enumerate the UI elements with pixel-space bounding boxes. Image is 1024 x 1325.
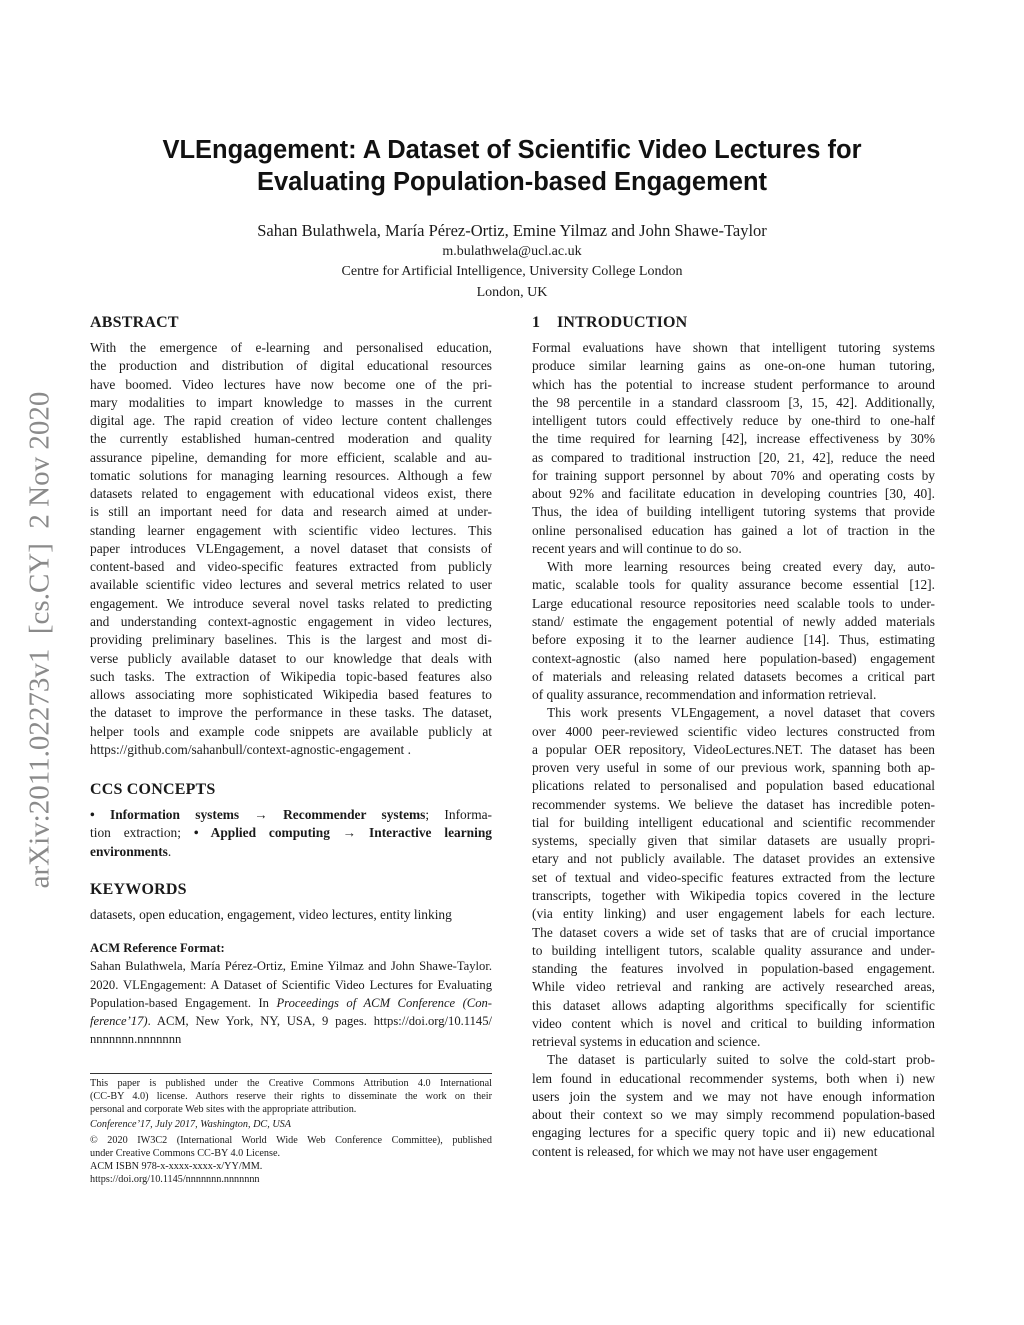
text-line: content-based and video-specific features extracted from publicly xyxy=(90,559,492,575)
ccs-heading: CCS CONCEPTS xyxy=(90,781,216,798)
text-line: tial for building intelligent educational and scientific recommender xyxy=(532,814,935,830)
footnote-line: under Creative Commons CC-BY 4.0 License. xyxy=(90,1147,281,1159)
text-line: to building intelligent tutors, scalable quality assurance and under- xyxy=(532,942,935,958)
text-line: of materials and releasing related datasets becomes a critical part xyxy=(532,668,935,684)
text-line: The dataset is particularly suited to solve the cold-start prob- xyxy=(547,1052,935,1068)
text-line: context-agnostic (also named here population-based) engagement xyxy=(532,650,935,666)
text-line: the time required for learning [42], increase effectiveness by 30% xyxy=(532,431,935,447)
location: London, UK xyxy=(476,285,548,300)
text-line: have boomed. Video lectures have now become one of the pri- xyxy=(90,376,492,392)
text-line: which has the potential to increase student performance to around xyxy=(532,376,935,392)
affiliation: Centre for Artificial Intelligence, University College London xyxy=(341,264,683,279)
title-line: VLEngagement: A Dataset of Scientific Video Lectures for xyxy=(162,136,862,164)
paragraph xyxy=(532,1051,935,1161)
ccs-concept: • Applied computing → Interactive learning xyxy=(193,825,492,841)
reference-text: Population-based Engagement. In xyxy=(90,995,277,1010)
introduction-heading: 1 INTRODUCTION xyxy=(532,314,688,331)
text-line: paper introduces VLEngagement, a novel dataset that consists of xyxy=(90,540,492,556)
reference-heading: ACM Reference Format: xyxy=(90,941,225,955)
text-line: allows associating more sophisticated Wikipedia based features to xyxy=(90,687,492,703)
footnote-line: personal and corporate Web sites with the appropriate attribution. xyxy=(90,1104,357,1116)
paragraph xyxy=(532,339,935,558)
text-line: and understanding context-agnostic engagement in video lectures, xyxy=(90,613,492,629)
text-line: before exposing it to the learner audience [14]. Thus, estimating xyxy=(532,632,935,648)
text-line: plications related to personalised and population based educational xyxy=(532,778,935,794)
text-line: produce similar learning gains as one-on-one human tutoring, xyxy=(532,358,935,374)
text-line: recommender systems. We believe the dataset has incredible poten- xyxy=(532,796,935,812)
text-line: (via entity linking) and user engagement labels for each lecture. xyxy=(532,906,935,922)
text-line: systems, specially given that similar datasets are usually propri- xyxy=(532,833,935,849)
text-line: digital age. The rapid creation of video lecture content challenges xyxy=(90,413,492,429)
conference-info: Conference’17, July 2017, Washington, DC, USA xyxy=(90,1118,291,1130)
text-line: etary and not publicly available. The dataset provides an extensive xyxy=(532,851,935,867)
text-line: recent years and will continue to do so. xyxy=(532,540,742,556)
title-line: Evaluating Population-based Engagement xyxy=(256,168,768,196)
text-line: matic, scalable tools for quality assurance become essential [12]. xyxy=(532,577,935,593)
text-line: about 92% and facilitate education in developing countries [30, 40]. xyxy=(532,486,935,502)
keywords: datasets, open education, engagement, video lectures, entity linking xyxy=(90,907,452,922)
ccs-concept: environments xyxy=(90,843,168,859)
text-line: mary modalities to impart knowledge to masses in the current xyxy=(90,394,492,410)
text-line: retrieval systems in education and science. xyxy=(532,1034,761,1050)
text-line: for training support personnel by about 70% and operating costs by xyxy=(532,467,935,483)
text-line: standing learner engagement with scientific video lectures. This xyxy=(90,522,492,538)
author-email[interactable]: m.bulathwela@ucl.ac.uk xyxy=(442,244,582,259)
text-line: this dataset allows adapting algorithms specifically for scientific xyxy=(532,997,935,1013)
text-line: available scientific video lectures and several metrics related to user xyxy=(90,577,492,593)
text-line: While video retrieval and ranking are actively researched areas, xyxy=(532,979,935,995)
text-line: users join the system and we may not have enough information xyxy=(532,1088,935,1104)
ccs-text: tion extraction; xyxy=(90,825,194,841)
text-line: of quality assurance, recommendation and information retrieval. xyxy=(532,687,877,703)
text-line: such tasks. The extraction of Wikipedia topic-based features also xyxy=(90,668,492,684)
doi-link[interactable]: https://doi.org/10.1145/nnnnnnn.nnnnnnn xyxy=(90,1174,260,1186)
footnote-line: This paper is published under the Creative Commons Attribution 4.0 International xyxy=(90,1078,492,1089)
text-line: the dataset to improve the performance in these tasks. The dataset, xyxy=(90,705,492,721)
text-line: as compared to traditional instruction [20, 21, 42], reduce the need xyxy=(532,449,935,465)
text-line: intelligent tutors could effectively reduce by one-third to one-half xyxy=(532,413,935,429)
ccs-text: ; Informa- xyxy=(425,807,493,822)
arxiv-identifier-stamp: arXiv:2011.02273v1 [cs.CY] 2 Nov 2020 xyxy=(23,391,56,889)
text-line: With the emergence of e-learning and personalised education, xyxy=(90,340,492,355)
ccs-text: . xyxy=(167,843,172,859)
ccs-concept: • Information systems → Recommender systems xyxy=(90,807,426,822)
text-line: is still an important need for data and research aimed at under- xyxy=(90,504,492,520)
text-line: transcripts, together with Wikipedia topics covered in the lecture xyxy=(532,887,935,903)
text-line: lem found in educational recommender systems, both when i) new xyxy=(532,1070,935,1086)
text-line: the currently established human-centred moderation and quality xyxy=(90,431,492,447)
text-line: content is released, for which we may not have user engagement xyxy=(532,1143,878,1159)
text-line: set of textual and video-specific features extracted from the lecture xyxy=(532,869,935,885)
text-line: With more learning resources being created every day, auto- xyxy=(547,559,935,575)
text-line: engagement. We introduce several novel tasks related to predicting xyxy=(90,595,492,611)
text-line: helper tools and example code snippets are available publicly at xyxy=(90,723,492,739)
abstract-heading: ABSTRACT xyxy=(90,314,179,331)
text-line: providing preliminary baselines. This is the largest and most di- xyxy=(90,632,492,648)
text-line: standing the features involved in population-based engagement. xyxy=(532,961,935,977)
text-line: online personalised education has gained a lot of traction in the xyxy=(532,522,935,538)
text-line: tomatic solutions for managing learning resources. Although a few xyxy=(90,467,492,483)
text-line: video content which is novel and critical to building information xyxy=(532,1015,935,1031)
text-line: datasets related to engagement with educational videos exist, there xyxy=(90,486,492,502)
text-line: verse publicly available dataset to our knowledge that deals with xyxy=(90,650,492,666)
paper-title xyxy=(0,134,1024,198)
reference-line: 2020. VLEngagement: A Dataset of Scientific Video Lectures for Evaluating xyxy=(90,977,492,992)
text-line: Thus, the idea of building intelligent tutoring systems that provide xyxy=(532,504,935,520)
reference-line: Sahan Bulathwela, María Pérez-Ortiz, Emine Yilmaz and John Shawe-Taylor. xyxy=(90,959,492,974)
text-line: the production and distribution of digital educational resources xyxy=(90,358,492,374)
reference-doi[interactable]: . ACM, New York, NY, USA, 9 pages. https://doi.org/10.1145/ xyxy=(147,1014,492,1029)
text-line: This work presents VLEngagement, a novel dataset that covers xyxy=(547,705,935,721)
text-line: The dataset covers a wide set of tasks that are of crucial importance xyxy=(532,924,935,940)
keywords-heading: KEYWORDS xyxy=(90,881,187,898)
text-line: stand/ estimate the engagement potential of newly added materials xyxy=(532,613,935,629)
text-line: engaging lectures for a specific query topic and ii) new educational xyxy=(532,1125,935,1141)
reference-venue: Proceedings of ACM Conference (Con- xyxy=(276,995,492,1010)
acm-reference xyxy=(90,939,492,1049)
paragraph xyxy=(532,558,935,704)
text-line: Formal evaluations have shown that intelligent tutoring systems xyxy=(532,340,935,355)
reference-doi[interactable]: nnnnnnn.nnnnnnn xyxy=(90,1032,182,1047)
text-line: about their context so we may simply recommend population-based xyxy=(532,1107,935,1123)
text-line: a popular OER repository, VideoLectures.NET. The dataset has been xyxy=(532,741,935,757)
abstract-body xyxy=(90,339,492,759)
paragraph xyxy=(532,704,935,1051)
text-line: https://github.com/sahanbull/context-agnostic-engagement . xyxy=(90,741,411,757)
text-line: the 98 percentile in a standard classroom [3, 15, 42]. Additionally, xyxy=(532,394,935,410)
text-line: proven very useful in some of our previous work, spanning both ap- xyxy=(532,760,935,776)
footnote-line: (CC-BY 4.0) license. Authors reserve their rights to disseminate the work on their xyxy=(90,1091,492,1103)
reference-venue: ference’17) xyxy=(90,1014,148,1029)
text-line: assurance pipeline, demanding for more efficient, scalable and au- xyxy=(90,449,492,465)
ccs-concepts xyxy=(90,806,492,861)
isbn-line: ACM ISBN 978-x-xxxx-xxxx-x/YY/MM. xyxy=(90,1161,263,1173)
copyright-line: © 2020 IW3C2 (International World Wide Web Conference Committee), published xyxy=(90,1134,492,1146)
footnote-rule xyxy=(90,1073,492,1074)
footnote xyxy=(90,1077,492,1187)
text-line: over 4000 peer-reviewed scientific video lectures constructed from xyxy=(532,723,935,739)
introduction-body xyxy=(532,339,935,1161)
text-line: Large educational resource repositories need scalable tools to under- xyxy=(532,595,935,611)
authors: Sahan Bulathwela, María Pérez-Ortiz, Emine Yilmaz and John Shawe-Taylor xyxy=(257,221,767,240)
